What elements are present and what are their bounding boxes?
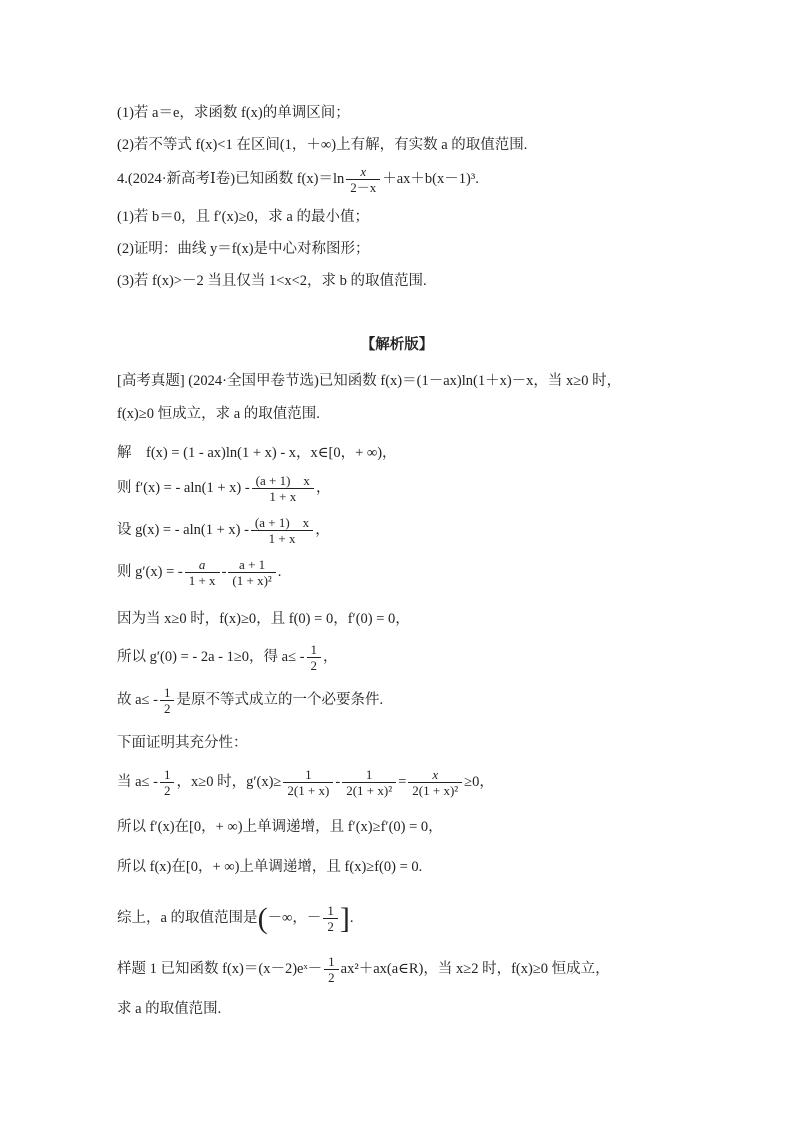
- exam-question-line2: f(x)≥0 恒成立，求 a 的取值范围.: [117, 406, 320, 422]
- step4-fraction2-numerator: a + 1: [239, 557, 266, 573]
- solution-step4: [117, 554, 281, 590]
- step4-suffix: .: [277, 564, 282, 580]
- step9-fraction1: [283, 767, 333, 798]
- step9-fraction0: [160, 767, 175, 798]
- example1-denominator: 2: [324, 969, 339, 985]
- solution-step11: 所以 f(x)在[0，+ ∞)上单调递增，且 f(x)≥f(0) = 0.: [117, 859, 423, 875]
- q3-part2: (2)若不等式 f(x)<1 在区间(1，＋∞)上有解，有实数 a 的取值范围.: [117, 137, 528, 153]
- step7-denominator: 2: [160, 700, 175, 716]
- conclusion-denominator: 2: [323, 918, 338, 934]
- step9-fraction1-numerator: 1: [305, 767, 312, 783]
- example1-numerator: 1: [328, 954, 335, 970]
- step2-prefix: 则 f′(x) = - aln(1 + x) -: [117, 480, 250, 496]
- q4-fraction-denominator: 2－x: [346, 179, 380, 195]
- step9-middle0: ，x≥0 时，g′(x)≥: [176, 774, 282, 790]
- conclusion-numerator: 1: [327, 903, 334, 919]
- step9-equals: =: [398, 774, 407, 790]
- step9-fraction0-denominator: 2: [160, 782, 175, 798]
- solution-step7: [117, 682, 383, 718]
- step7-fraction: [160, 685, 175, 716]
- step7-suffix: 是原不等式成立的一个必要条件.: [176, 692, 384, 708]
- q4-heading-prefix: 4.(2024·新高考Ⅰ卷)已知函数 f(x)＝ln: [117, 171, 345, 187]
- step9-fraction3: [408, 767, 462, 798]
- example1-prefix: 样题 1 已知函数 f(x)＝(x－2)eˣ－: [117, 961, 323, 977]
- step3-numerator: (a + 1) x: [254, 515, 310, 531]
- step6-prefix: 所以 g′(0) = - 2a - 1≥0，得 a≤ -: [117, 649, 305, 665]
- solution-step1: 解 f(x) = (1 - ax)ln(1 + x) - x，x∈[0，+ ∞)，: [117, 445, 397, 461]
- q4-heading: [117, 162, 479, 196]
- step2-suffix: ，: [315, 480, 331, 496]
- step9-fraction0-numerator: 1: [163, 767, 171, 783]
- q4-heading-suffix: ＋ax＋b(x－1)³.: [382, 171, 479, 187]
- q4-fraction-numerator: x: [360, 164, 367, 180]
- step2-denominator: 1 + x: [252, 488, 314, 504]
- step7-numerator: 1: [163, 685, 171, 701]
- solution-step2: [117, 470, 330, 506]
- step4-fraction2: [228, 557, 275, 588]
- step9-fraction3-numerator: x: [432, 767, 439, 783]
- left-parenthesis-icon: (: [257, 901, 268, 935]
- solution-step8: 下面证明其充分性：: [117, 735, 248, 751]
- step9-fraction1-denominator: 2(1 + x): [283, 782, 333, 798]
- step9-suffix: ≥0，: [464, 774, 494, 790]
- step3-prefix: 设 g(x) = - aln(1 + x) -: [117, 522, 249, 538]
- section-title: 【解析版】: [360, 337, 434, 353]
- step2-numerator: (a + 1) x: [255, 473, 310, 489]
- step4-fraction1: [185, 557, 220, 588]
- step3-denominator: 1 + x: [251, 530, 313, 546]
- example1-fraction: [324, 954, 339, 985]
- q4-part2: (2)证明：曲线 y＝f(x)是中心对称图形；: [117, 241, 370, 257]
- step9-fraction3-denominator: 2(1 + x)²: [408, 782, 462, 798]
- right-bracket-icon: ]: [339, 901, 350, 935]
- step7-prefix: 故 a≤ -: [117, 692, 158, 708]
- q4-part3: (3)若 f(x)>－2 当且仅当 1<x<2，求 b 的取值范围.: [117, 273, 427, 289]
- q4-fraction: [346, 164, 380, 195]
- step6-numerator: 1: [310, 642, 318, 658]
- conclusion-fraction: [323, 903, 338, 934]
- step6-suffix: ，: [323, 649, 338, 665]
- step9-fraction2-denominator: 2(1 + x)²: [342, 782, 396, 798]
- conclusion-prefix: 综上，a 的取值范围是: [117, 910, 258, 926]
- step9-minus: -: [335, 774, 341, 790]
- step2-fraction: [252, 473, 314, 504]
- conclusion-period: .: [349, 910, 354, 926]
- solution-step10: 所以 f′(x)在[0，+ ∞)上单调递增，且 f′(x)≥f′(0) = 0，: [117, 819, 443, 835]
- step4-fraction1-denominator: 1 + x: [185, 572, 220, 588]
- step9-prefix: 当 a≤ -: [117, 774, 158, 790]
- step3-fraction: [251, 515, 313, 546]
- solution-step5: 因为当 x≥0 时，f(x)≥0，且 f(0) = 0，f′(0) = 0，: [117, 611, 410, 627]
- q3-part1: (1)若 a＝e，求函数 f(x)的单调区间；: [117, 105, 350, 121]
- conclusion-interval: －∞，－: [267, 910, 322, 926]
- step4-fraction2-denominator: (1 + x)²: [228, 572, 275, 588]
- solution-step9: [117, 764, 494, 800]
- step4-prefix: 则 g′(x) = -: [117, 564, 183, 580]
- step6-denominator: 2: [307, 657, 322, 673]
- step4-minus: -: [221, 564, 227, 580]
- step9-fraction2-numerator: 1: [365, 767, 373, 783]
- q4-part1: (1)若 b＝0，且 f′(x)≥0，求 a 的最小值；: [117, 209, 369, 225]
- solution-conclusion: [117, 898, 354, 938]
- step4-fraction1-numerator: a: [198, 557, 206, 573]
- exam-question-line1: [高考真题] (2024·全国甲卷节选)已知函数 f(x)＝(1－ax)ln(1＋x)－x，当 x≥0 时，: [117, 373, 622, 389]
- example1-line2: 求 a 的取值范围.: [117, 1001, 222, 1017]
- solution-step3: [117, 512, 330, 548]
- step6-fraction: [307, 642, 322, 673]
- step3-suffix: ，: [315, 522, 330, 538]
- example1-line1: [117, 950, 610, 988]
- example1-suffix: ax²＋ax(a∈R)，当 x≥2 时，f(x)≥0 恒成立，: [340, 961, 610, 977]
- solution-step6: [117, 639, 338, 675]
- step9-fraction2: [342, 767, 396, 798]
